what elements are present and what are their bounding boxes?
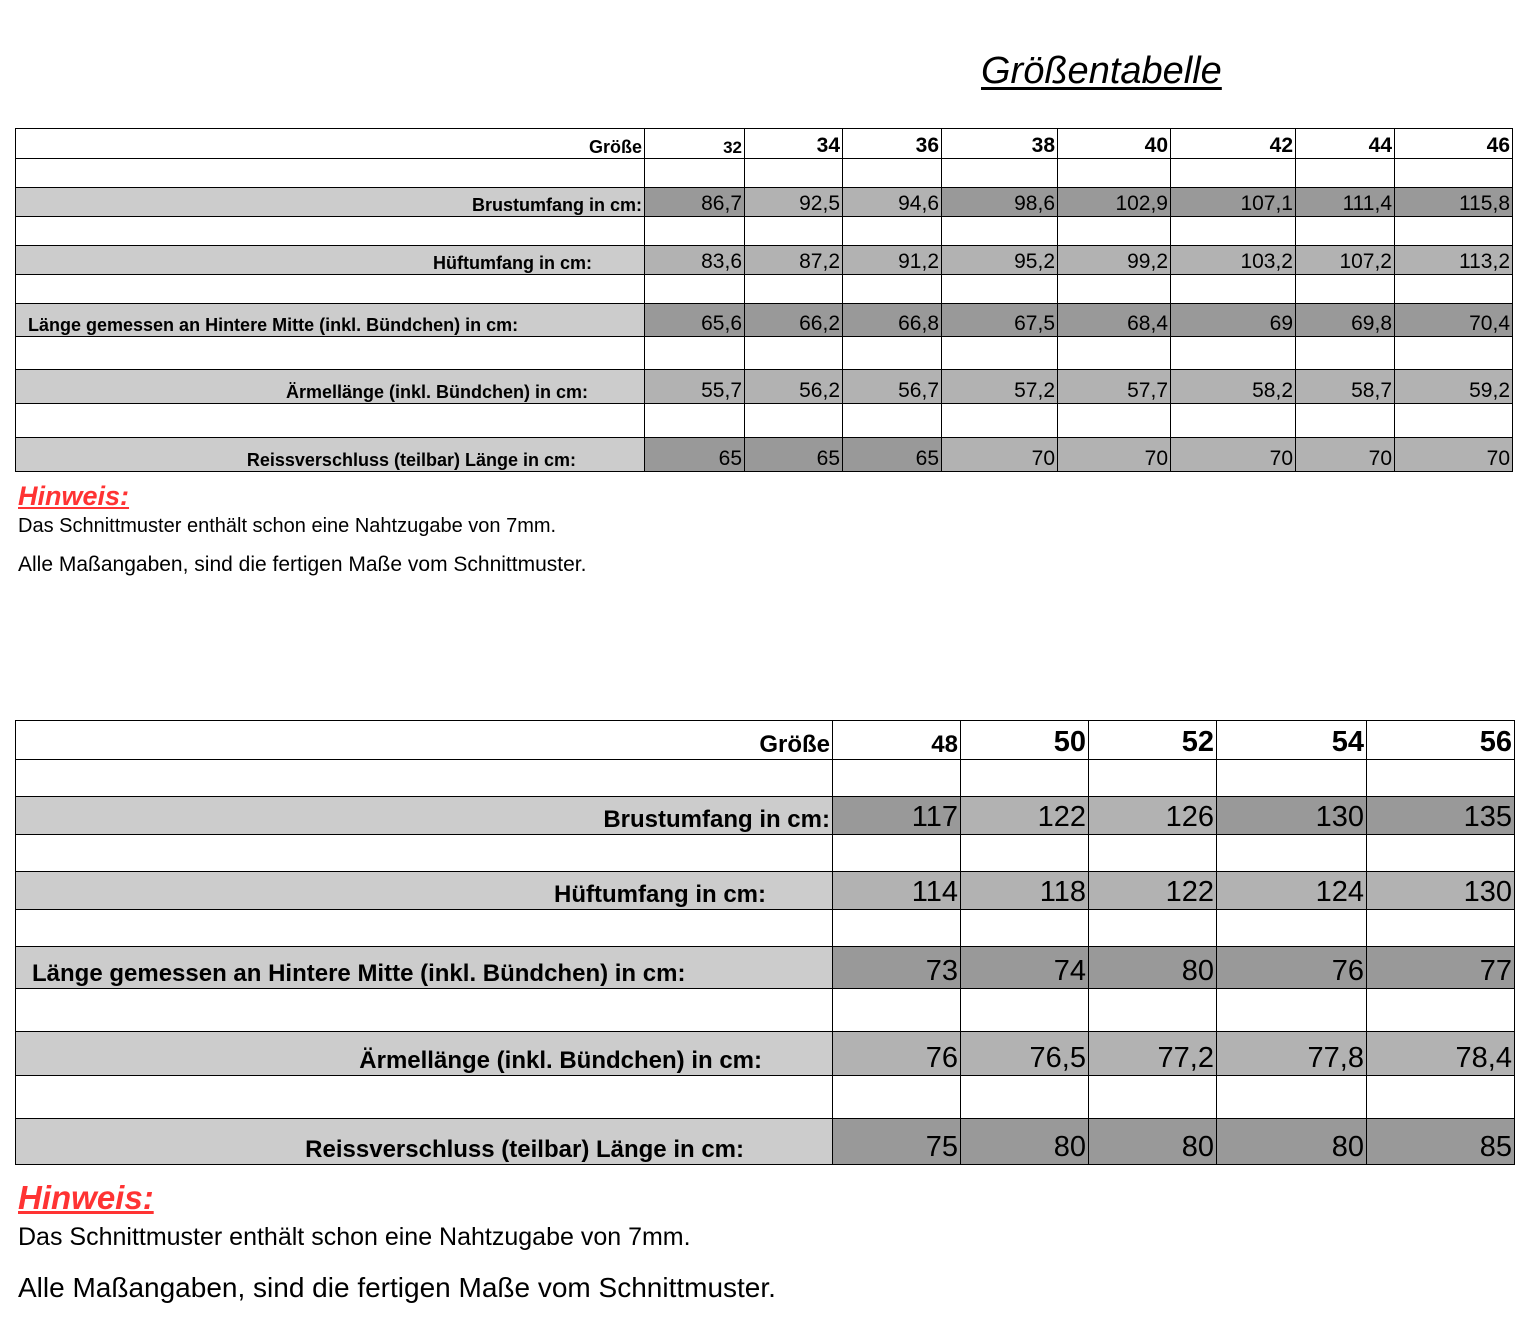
- table-row-laenge: [16, 304, 1513, 337]
- table-cell: 122: [1089, 872, 1217, 910]
- size-52: 52: [1089, 721, 1217, 760]
- table-cell: 130: [1367, 872, 1515, 910]
- row-label: Brustumfang in cm:: [16, 188, 645, 217]
- table-row-brustumfang: [16, 188, 1513, 217]
- row-label: Länge gemessen an Hintere Mitte (inkl. Bündchen) in cm:: [16, 947, 833, 989]
- spacer-row: [16, 275, 1513, 304]
- note-title: Hinweis:: [18, 481, 130, 511]
- table-cell: 55,7: [645, 370, 745, 404]
- table-cell: 65: [645, 438, 745, 472]
- table-cell: 59,2: [1395, 370, 1513, 404]
- table-cell: 68,4: [1058, 304, 1171, 337]
- spacer-row: [16, 760, 1515, 797]
- table-row-aermellaenge: [16, 370, 1513, 404]
- size-40: 40: [1058, 129, 1171, 159]
- table-cell: 56,2: [745, 370, 843, 404]
- size-44: 44: [1296, 129, 1395, 159]
- spacer-row: [16, 835, 1515, 872]
- table-row-aermellaenge: [16, 1032, 1515, 1076]
- size-36: 36: [843, 129, 942, 159]
- table-cell: 57,7: [1058, 370, 1171, 404]
- table-cell: 107,1: [1171, 188, 1296, 217]
- spacer-row: [16, 217, 1513, 246]
- spacer-row: [16, 337, 1513, 370]
- table-cell: 92,5: [745, 188, 843, 217]
- size-label: Größe: [16, 129, 645, 159]
- table-cell: 86,7: [645, 188, 745, 217]
- table-cell: 77: [1367, 947, 1515, 989]
- size-46: 46: [1395, 129, 1513, 159]
- table-cell: 67,5: [942, 304, 1058, 337]
- table-cell: 57,2: [942, 370, 1058, 404]
- row-label: Hüftumfang in cm:: [16, 246, 645, 275]
- note-final-measurements: Alle Maßangaben, sind die fertigen Maße vom Schnittmuster.: [18, 553, 587, 576]
- table-cell: 74: [961, 947, 1089, 989]
- table-row-hueftumfang: [16, 246, 1513, 275]
- table-cell: 65,6: [645, 304, 745, 337]
- table-cell: 70: [1296, 438, 1395, 472]
- table-cell: 73: [833, 947, 961, 989]
- table-cell: 76,5: [961, 1032, 1089, 1076]
- row-label: Hüftumfang in cm:: [16, 872, 833, 910]
- table-cell: 114: [833, 872, 961, 910]
- table-cell: 65: [745, 438, 843, 472]
- size-38: 38: [942, 129, 1058, 159]
- table-cell: 83,6: [645, 246, 745, 275]
- table-cell: 91,2: [843, 246, 942, 275]
- note-final-measurements: Alle Maßangaben, sind die fertigen Maße vom Schnittmuster.: [18, 1272, 776, 1303]
- table-cell: 118: [961, 872, 1089, 910]
- table-cell: 80: [1217, 1119, 1367, 1165]
- size-table-2: [15, 720, 1515, 1165]
- size-34: 34: [745, 129, 843, 159]
- table-cell: 107,2: [1296, 246, 1395, 275]
- row-label: Brustumfang in cm:: [16, 797, 833, 835]
- table-cell: 102,9: [1058, 188, 1171, 217]
- row-label: Reissverschluss (teilbar) Länge in cm:: [16, 438, 645, 472]
- table-cell: 113,2: [1395, 246, 1513, 275]
- page-title: Größentabelle: [981, 50, 1222, 92]
- table-cell: 124: [1217, 872, 1367, 910]
- table-row-reissverschluss: [16, 1119, 1515, 1165]
- row-label: Ärmellänge (inkl. Bündchen) in cm:: [16, 1032, 833, 1076]
- size-54: 54: [1217, 721, 1367, 760]
- table-cell: 70,4: [1395, 304, 1513, 337]
- spacer-row: [16, 989, 1515, 1032]
- spacer-row: [16, 159, 1513, 188]
- table-row-reissverschluss: [16, 438, 1513, 472]
- size-table-1: [15, 128, 1513, 472]
- table-cell: 103,2: [1171, 246, 1296, 275]
- size-header-row: [16, 129, 1513, 159]
- size-42: 42: [1171, 129, 1296, 159]
- size-32: 32: [645, 129, 745, 159]
- spacer-row: [16, 404, 1513, 438]
- table-cell: 70: [1171, 438, 1296, 472]
- table-cell: 76: [833, 1032, 961, 1076]
- table-cell: 130: [1217, 797, 1367, 835]
- table-cell: 70: [1395, 438, 1513, 472]
- table-cell: 70: [942, 438, 1058, 472]
- table-cell: 80: [961, 1119, 1089, 1165]
- table-cell: 56,7: [843, 370, 942, 404]
- table-cell: 80: [1089, 947, 1217, 989]
- size-50: 50: [961, 721, 1089, 760]
- row-label: Ärmellänge (inkl. Bündchen) in cm:: [16, 370, 645, 404]
- spacer-row: [16, 910, 1515, 947]
- table-cell: 115,8: [1395, 188, 1513, 217]
- table-cell: 85: [1367, 1119, 1515, 1165]
- table-cell: 77,2: [1089, 1032, 1217, 1076]
- table-cell: 98,6: [942, 188, 1058, 217]
- table-cell: 78,4: [1367, 1032, 1515, 1076]
- note-seam-allowance: Das Schnittmuster enthält schon eine Nahtzugabe von 7mm.: [18, 1223, 691, 1251]
- size-56: 56: [1367, 721, 1515, 760]
- table-cell: 94,6: [843, 188, 942, 217]
- table-cell: 80: [1089, 1119, 1217, 1165]
- size-48: 48: [833, 721, 961, 760]
- table-cell: 117: [833, 797, 961, 835]
- table-cell: 70: [1058, 438, 1171, 472]
- table-cell: 75: [833, 1119, 961, 1165]
- note-title: Hinweis:: [18, 1179, 154, 1216]
- table-cell: 65: [843, 438, 942, 472]
- row-label: Länge gemessen an Hintere Mitte (inkl. Bündchen) in cm:: [16, 304, 645, 337]
- table-cell: 66,8: [843, 304, 942, 337]
- table-cell: 87,2: [745, 246, 843, 275]
- table-cell: 58,7: [1296, 370, 1395, 404]
- table-cell: 99,2: [1058, 246, 1171, 275]
- table-cell: 126: [1089, 797, 1217, 835]
- table-cell: 95,2: [942, 246, 1058, 275]
- table-row-hueftumfang: [16, 872, 1515, 910]
- note-seam-allowance: Das Schnittmuster enthält schon eine Nahtzugabe von 7mm.: [18, 515, 557, 537]
- size-header-row: [16, 721, 1515, 760]
- table-row-laenge: [16, 947, 1515, 989]
- size-label: Größe: [16, 721, 833, 760]
- table-cell: 76: [1217, 947, 1367, 989]
- table-row-brustumfang: [16, 797, 1515, 835]
- table-cell: 69,8: [1296, 304, 1395, 337]
- row-label: Reissverschluss (teilbar) Länge in cm:: [16, 1119, 833, 1165]
- table-cell: 77,8: [1217, 1032, 1367, 1076]
- table-cell: 58,2: [1171, 370, 1296, 404]
- spacer-row: [16, 1076, 1515, 1119]
- table-cell: 135: [1367, 797, 1515, 835]
- table-cell: 66,2: [745, 304, 843, 337]
- table-cell: 122: [961, 797, 1089, 835]
- table-cell: 111,4: [1296, 188, 1395, 217]
- table-cell: 69: [1171, 304, 1296, 337]
